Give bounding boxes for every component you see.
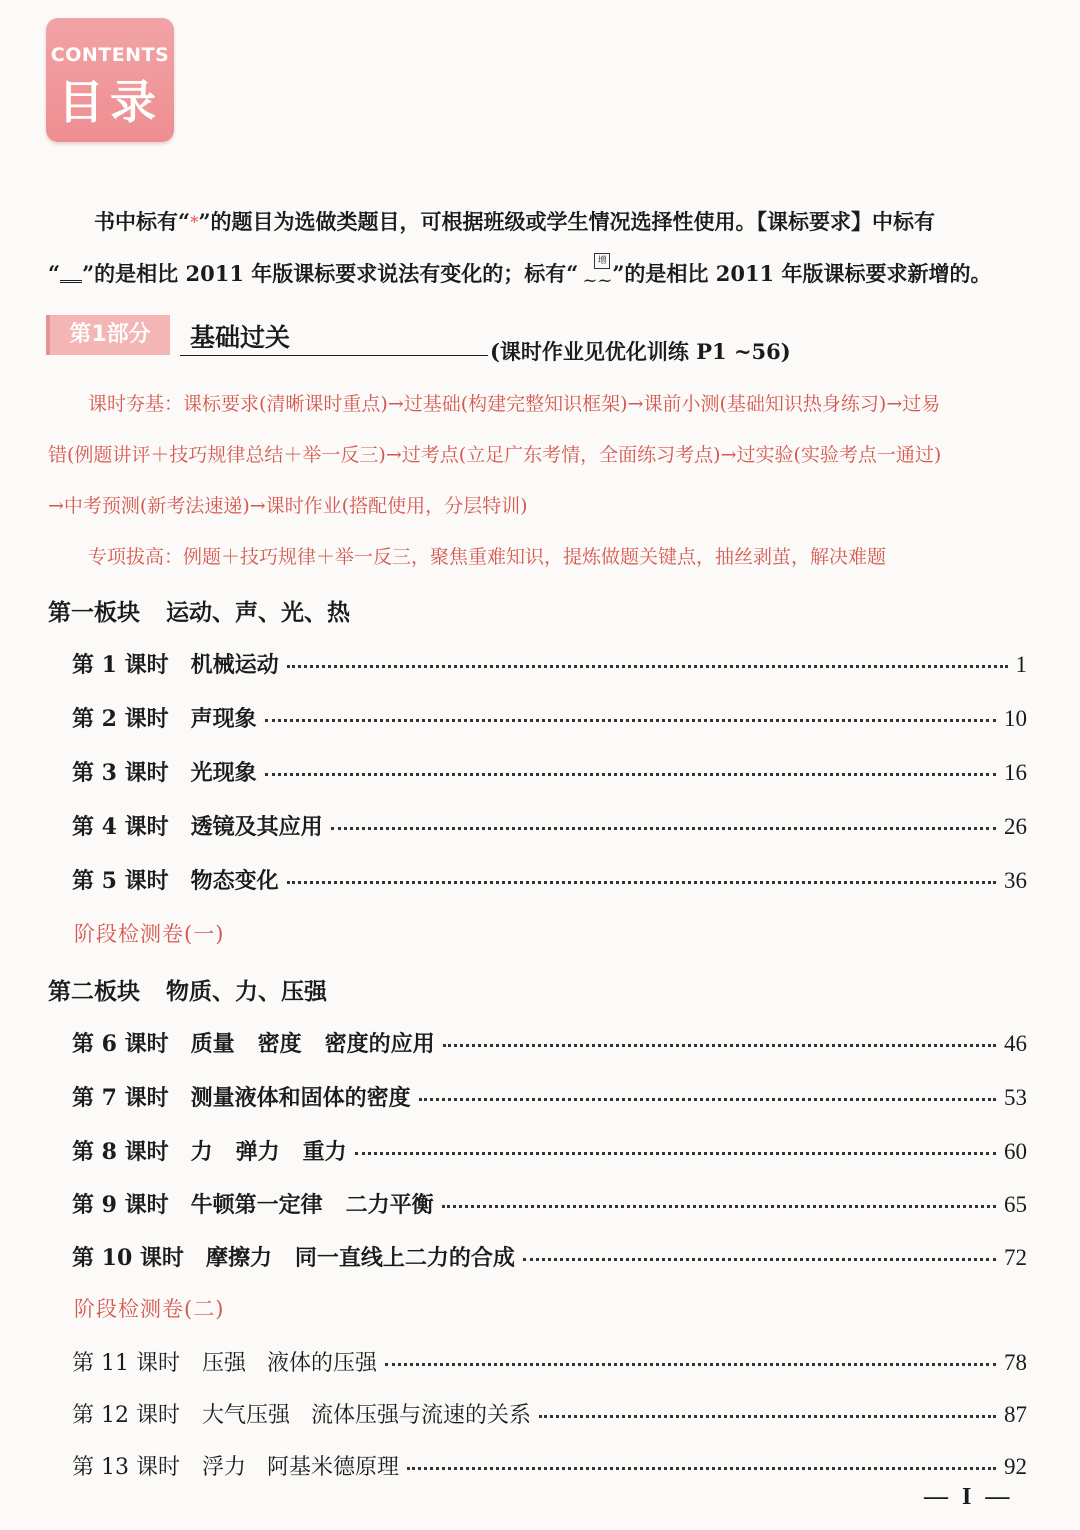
- new-box-icon: 增: [594, 253, 610, 269]
- toc-page: 10: [1004, 706, 1027, 731]
- toc-page: 72: [1004, 1245, 1027, 1270]
- toc-leader-dots: [355, 1152, 996, 1155]
- toc-row[interactable]: [72, 810, 1027, 844]
- intro-line-2: [48, 256, 1033, 291]
- logo-mulu-text: 目录: [58, 75, 162, 129]
- block-name: 运动、声、光、热: [166, 600, 350, 626]
- new-mark-icon: [578, 256, 613, 291]
- stage-test-link[interactable]: 阶段检测卷(一): [74, 922, 225, 946]
- toc-row[interactable]: [72, 1188, 1027, 1222]
- toc-title: 牛顿第一定律 二力平衡: [190, 1192, 434, 1218]
- toc-row[interactable]: [72, 1135, 1027, 1169]
- double-underline-icon: [60, 270, 82, 283]
- toc-lesson: 第 2 课时: [72, 706, 169, 732]
- desc-line-1: 课时夯基：课标要求(清晰课时重点)→过基础(构建完整知识框架)→课前小测(基础知识热身练习)→过易: [88, 393, 941, 415]
- toc-page: 26: [1004, 814, 1027, 839]
- toc-title: 浮力 阿基米德原理: [201, 1455, 399, 1480]
- part-title: 基础过关: [190, 323, 291, 352]
- wave-underline-icon: ~~: [582, 270, 613, 291]
- toc-title: 大气压强 流体压强与流速的关系: [201, 1403, 531, 1428]
- toc-row[interactable]: [72, 1346, 1027, 1380]
- toc-row[interactable]: [72, 1398, 1027, 1432]
- toc-leader-dots: [287, 881, 996, 884]
- toc-leader-dots: [265, 773, 996, 776]
- part-badge: 第1部分: [46, 315, 170, 355]
- toc-page: 87: [1004, 1402, 1027, 1427]
- part-underline: [180, 355, 488, 356]
- star-mark-icon: *: [190, 212, 199, 231]
- toc-page: 46: [1004, 1031, 1027, 1056]
- toc-page: 36: [1004, 868, 1027, 893]
- intro-text: 书中标有“: [94, 209, 191, 234]
- desc-line-4: 专项拔高：例题＋技巧规律＋举一反三，聚焦重难知识，提炼做题关键点，抽丝剥茧，解决难题: [88, 546, 887, 568]
- page-number: — I —: [924, 1484, 1014, 1510]
- toc-lesson: 第 13 课时: [72, 1455, 180, 1480]
- toc-row[interactable]: [72, 756, 1027, 790]
- toc-lesson: 第 1 课时: [72, 652, 169, 678]
- intro-text: ”的是相比 2011 年版课标要求新增的。: [612, 261, 992, 286]
- toc-title: 声现象: [190, 706, 257, 732]
- toc-leader-dots: [442, 1205, 996, 1208]
- toc-title: 机械运动: [190, 652, 279, 678]
- toc-lesson: 第 7 课时: [72, 1085, 169, 1111]
- stage-test-link[interactable]: 阶段检测卷(二): [74, 1297, 225, 1321]
- toc-leader-dots: [385, 1363, 996, 1366]
- toc-title: 透镜及其应用: [190, 814, 323, 840]
- block-label: 第二板块: [48, 979, 140, 1005]
- toc-page: 92: [1004, 1454, 1027, 1479]
- desc-line-3: →中考预测(新考法速递)→课时作业(搭配使用，分层特训): [48, 495, 528, 517]
- toc-leader-dots: [287, 665, 1008, 668]
- block-name: 物质、力、压强: [166, 979, 327, 1005]
- toc-page: 1: [1015, 652, 1027, 677]
- toc-lesson: 第 9 课时: [72, 1192, 169, 1218]
- toc-title: 质量 密度 密度的应用: [190, 1031, 435, 1057]
- contents-logo: [46, 18, 174, 142]
- toc-lesson: 第 5 课时: [72, 868, 169, 894]
- toc-leader-dots: [419, 1098, 996, 1101]
- toc-title: 力 弹力 重力: [190, 1139, 347, 1165]
- toc-row[interactable]: [72, 1241, 1027, 1275]
- toc-title: 物态变化: [190, 868, 279, 894]
- toc-row[interactable]: [72, 1450, 1027, 1484]
- toc-lesson: 第 6 课时: [72, 1031, 169, 1057]
- block-label: 第一板块: [48, 600, 140, 626]
- toc-page: 60: [1004, 1139, 1027, 1164]
- toc-leader-dots: [523, 1258, 996, 1261]
- toc-leader-dots: [265, 719, 996, 722]
- block-heading-2: [48, 973, 327, 1006]
- toc-page: 53: [1004, 1085, 1027, 1110]
- intro-text: ”的题目为选做类题目，可根据班级或学生情况选择性使用。【课标要求】中标有: [198, 209, 936, 234]
- intro-text: “: [48, 261, 61, 286]
- toc-leader-dots: [443, 1044, 996, 1047]
- block-heading-1: [48, 594, 350, 627]
- toc-title: 测量液体和固体的密度: [190, 1085, 411, 1111]
- toc-row[interactable]: [72, 648, 1027, 682]
- toc-row[interactable]: [72, 702, 1027, 736]
- toc-page: 65: [1004, 1192, 1027, 1217]
- toc-lesson: 第 10 课时: [72, 1245, 184, 1271]
- toc-page: 78: [1004, 1350, 1027, 1375]
- toc-title: 摩擦力 同一直线上二力的合成: [205, 1245, 515, 1271]
- toc-lesson: 第 3 课时: [72, 760, 169, 786]
- toc-lesson: 第 12 课时: [72, 1403, 180, 1428]
- toc-title: 压强 液体的压强: [201, 1351, 377, 1376]
- toc-lesson: 第 11 课时: [72, 1351, 180, 1376]
- toc-leader-dots: [331, 827, 996, 830]
- intro-line-1: [48, 206, 1033, 236]
- desc-line-2: 错(例题讲评＋技巧规律总结＋举一反三)→过考点(立足广东考情，全面练习考点)→过实验(实验考点一通过): [48, 444, 942, 466]
- toc-row[interactable]: [72, 1027, 1027, 1061]
- toc-row[interactable]: [72, 864, 1027, 898]
- intro-text: ”的是相比 2011 年版课标要求说法有变化的；标有“: [82, 261, 579, 286]
- toc-lesson: 第 4 课时: [72, 814, 169, 840]
- part-note: (课时作业见优化训练 P1 ~56): [490, 339, 791, 364]
- toc-leader-dots: [407, 1467, 996, 1470]
- toc-page: 16: [1004, 760, 1027, 785]
- toc-lesson: 第 8 课时: [72, 1139, 169, 1165]
- toc-row[interactable]: [72, 1081, 1027, 1115]
- toc-leader-dots: [539, 1415, 996, 1418]
- logo-contents-text: CONTENTS: [50, 44, 170, 66]
- toc-title: 光现象: [190, 760, 257, 786]
